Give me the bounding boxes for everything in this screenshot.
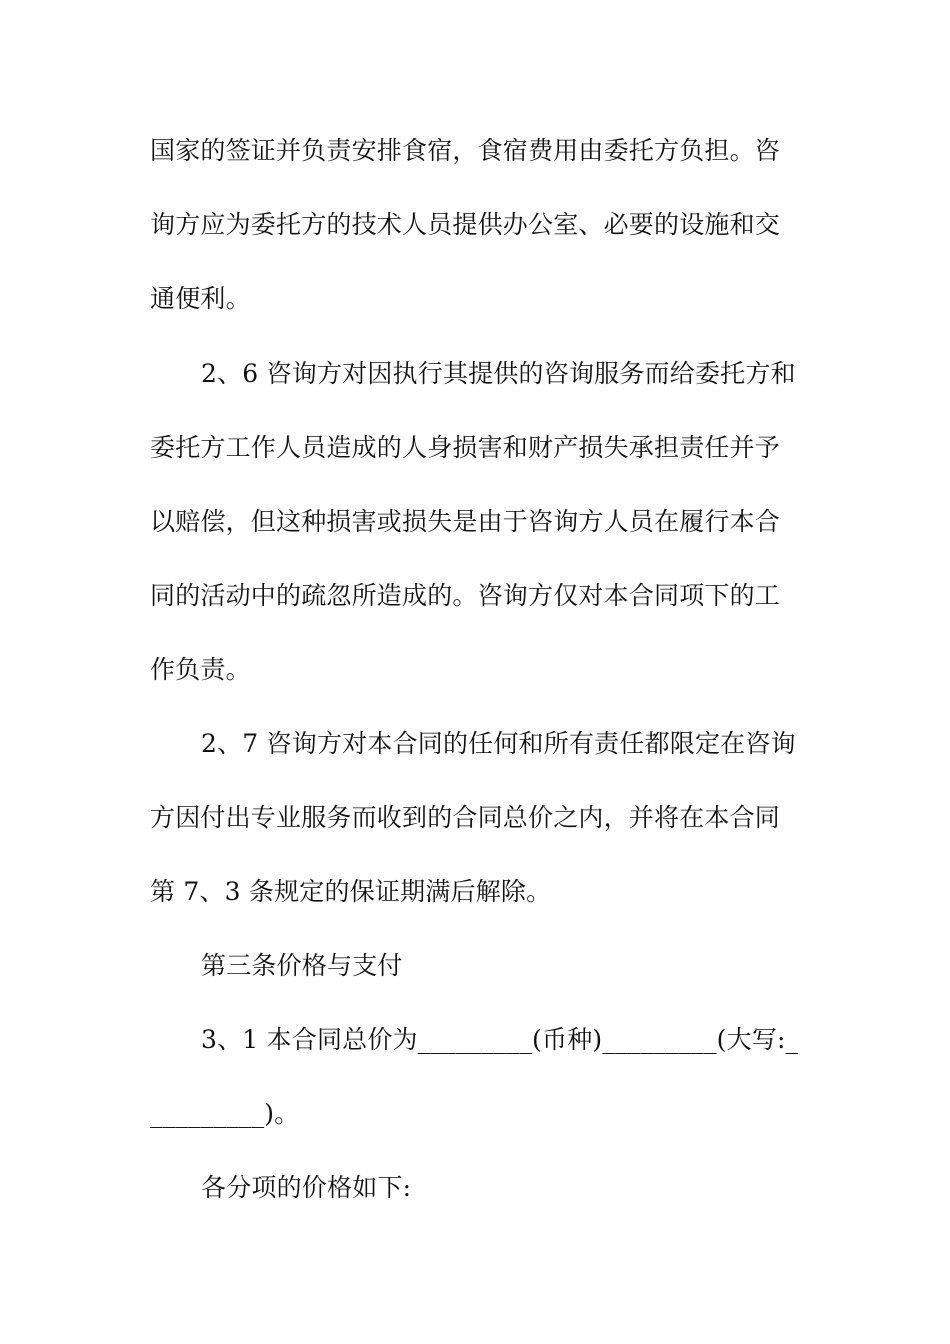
paragraph-line: 通便利。 [150, 284, 251, 313]
itemized-price-heading: 各分项的价格如下: [201, 1173, 412, 1202]
clause-2-7-line: 2、7 咨询方对本合同的任何和所有责任都限定在咨询 [201, 729, 796, 758]
clause-3-1-line: 3、1 本合同总价为_________(币种)_________(大写:_ [201, 1025, 799, 1054]
paragraph-line: 询方应为委托方的技术人员提供办公室、必要的设施和交 [150, 210, 781, 239]
paragraph-line: 以赔偿，但这种损害或损失是由于咨询方人员在履行本合 [150, 507, 781, 536]
paragraph-line: 国家的签证并负责安排食宿，食宿费用由委托方负担。咨 [150, 136, 781, 165]
paragraph-line: 同的活动中的疏忽所造成的。咨询方仅对本合同项下的工 [150, 581, 781, 610]
paragraph-line: 作负责。 [150, 655, 251, 684]
paragraph-line: 第 7、3 条规定的保证期满后解除。 [150, 877, 552, 906]
clause-2-6-line: 2、6 咨询方对因执行其提供的咨询服务而给委托方和 [201, 359, 796, 388]
section-heading: 第三条价格与支付 [201, 951, 403, 980]
paragraph-line: 委托方工作人员造成的人身损害和财产损失承担责任并予 [150, 433, 781, 462]
paragraph-line: _________)。 [150, 1099, 300, 1128]
paragraph-line: 方因付出专业服务而收到的合同总价之内，并将在本合同 [150, 803, 781, 832]
